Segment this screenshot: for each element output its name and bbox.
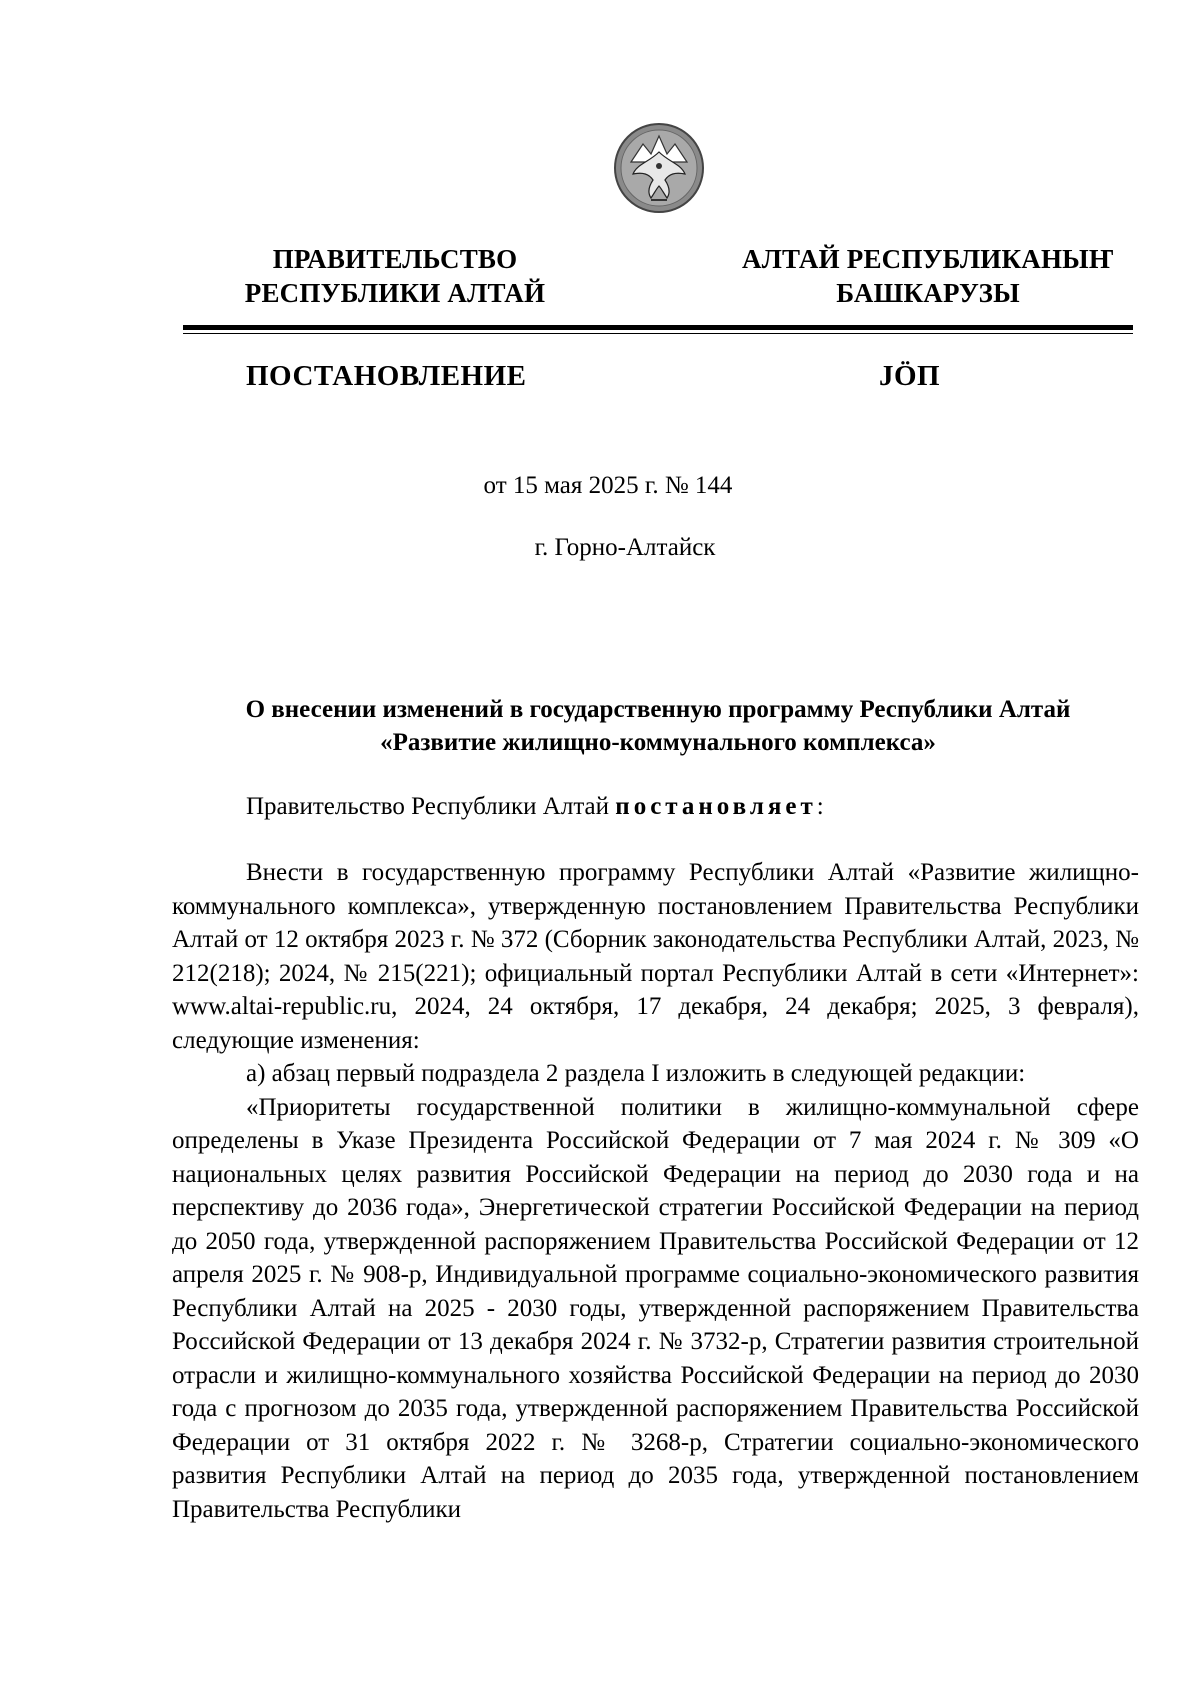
document-place: г. Горно-Алтайск — [534, 534, 716, 561]
document-body — [172, 856, 1139, 1526]
header-right-line-1: АЛТАЙ РЕСПУБЛИКАНЫҤ — [742, 244, 1114, 274]
doc-type-russian: ПОСТАНОВЛЕНИЕ — [246, 360, 527, 392]
document-date-number: от 15 мая 2025 г. № 144 — [483, 472, 733, 499]
document-title — [183, 693, 1133, 759]
decree-line — [172, 790, 1200, 824]
header-russian — [230, 242, 560, 310]
header-divider — [183, 325, 1133, 334]
coat-of-arms-emblem — [613, 122, 705, 214]
decree-verb: постановляет — [615, 793, 817, 820]
title-line-2: «Развитие жилищно-коммунального комплекса» — [380, 729, 936, 756]
paragraph: «Приоритеты государственной политики в жилищно-коммунальной сфере определены в Указе Президента Российской Федерации от 7 мая 2024 г. № 309 «О национальных целях развития Российской Федерации на период до 2030 года и на перспективу до 2036 года», Энергетической стратегии Российской Федерации на период до 2050 года, утвержденной распоряжением Правительства Российской Федерации от 12 апреля 2025 г. № 908-р, Индивидуальной программе социально-экономического развития Республики Алтай на 2025 - 2030 годы, утвержденной распоряжением Правительства Российской Федерации от 13 декабря 2024 г. № 3732-р, Стратегии развития строительной отрасли и жилищно-коммунального хозяйства Российской Федерации на период до 2030 года с прогнозом до 2035 года, утвержденной распоряжением Правительства Российской Федерации от 31 октября 2022 г. № 3268-р, Стратегии социально-экономического развития Республики Алтай на период до 2035 года, утвержденной постановлением Правительства Республики — [172, 1093, 1139, 1523]
title-line-1: О внесении изменений в государственную программу Республики Алтай — [245, 696, 1071, 723]
decree-prefix: Правительство Республики Алтай — [246, 793, 616, 820]
header-right-line-2: БАШКАРУЗЫ — [836, 278, 1020, 308]
header-left-line-1: ПРАВИТЕЛЬСТВО — [272, 244, 518, 274]
header-left-line-2: РЕСПУБЛИКИ АЛТАЙ — [244, 278, 546, 308]
header-altai — [718, 242, 1138, 310]
doc-type-altai: JӦП — [879, 360, 941, 392]
paragraph: Внести в государственную программу Республики Алтай «Развитие жилищно-коммунального комплекса», утвержденную постановлением Правительства Республики Алтай от 12 октября 2023 г. № 372 (Сборник законодательства Республики Алтай, 2023, № 212(218); 2024, № 215(221); официальный портал Республики Алтай в сети «Интернет»: www.altai-republic.ru, 2024, 24 октября, 17 декабря, 24 декабря; 2025, 3 февраля), следующие изменения: — [172, 859, 1139, 1054]
paragraph: а) абзац первый подраздела 2 раздела I изложить в следующей редакции: — [246, 1060, 1026, 1087]
altai-coat-of-arms-icon — [613, 122, 705, 214]
decree-suffix: : — [816, 793, 824, 820]
